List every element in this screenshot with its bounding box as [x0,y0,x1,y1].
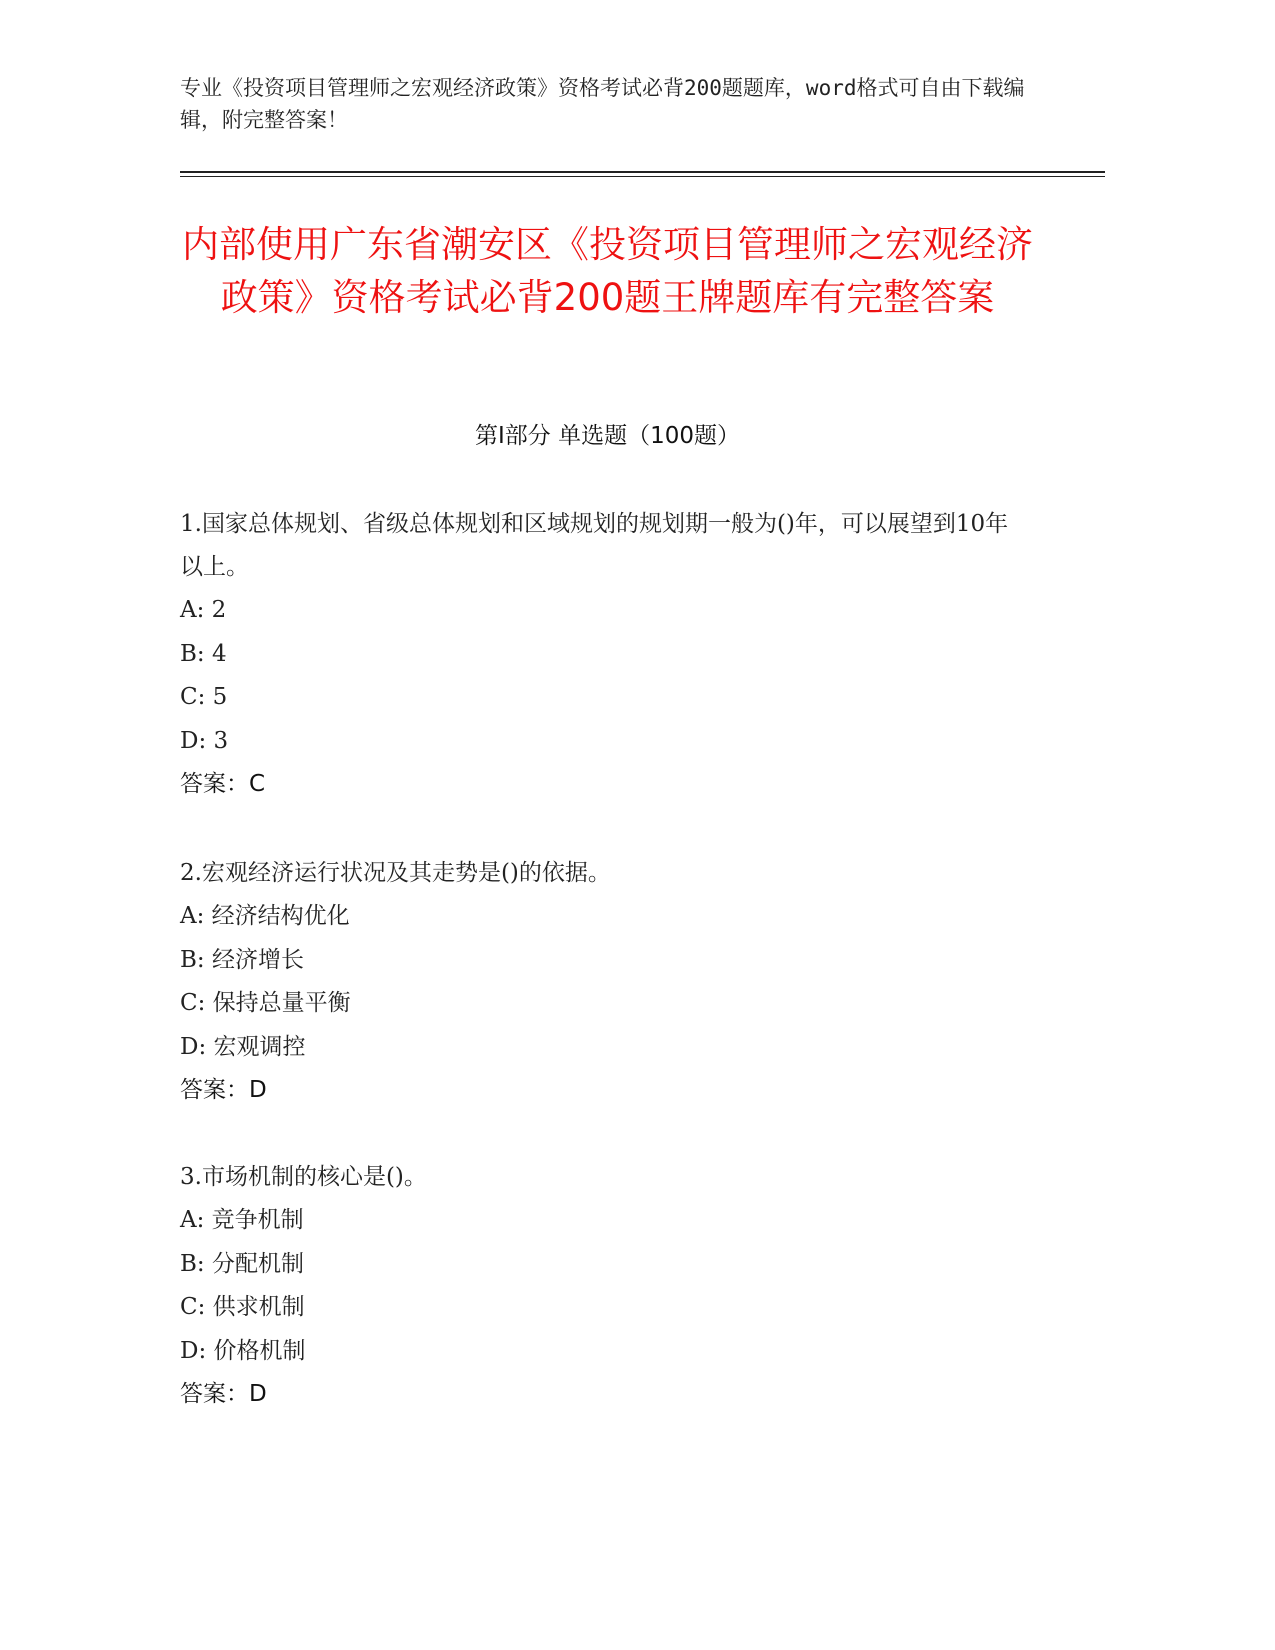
option-b: B: 经济增长 [180,946,304,973]
answer: 答案：D [180,1381,267,1407]
option-c: C: 保持总量平衡 [180,990,351,1016]
header-divider-thick [180,171,1105,173]
question-stem: 3.市场机制的核心是()。 [180,1164,427,1190]
option-c: C: 5 [180,684,228,710]
header-note: 专业《投资项目管理师之宏观经济政策》资格考试必背200题题库，word格式可自由下载编辑，附完整答案！ [180,76,1025,132]
question-1 [180,503,1030,807]
option-a: A: 竞争机制 [180,1207,304,1233]
option-a: A: 2 [180,597,227,623]
option-c: C: 供求机制 [180,1294,305,1320]
answer: 答案：D [180,1077,267,1103]
question-stem: 2.宏观经济运行状况及其走势是()的依据。 [180,860,611,886]
option-b: B: 分配机制 [180,1250,304,1277]
option-d: D: 价格机制 [180,1337,306,1364]
document-title: 内部使用广东省潮安区《投资项目管理师之宏观经济政策》资格考试必背200题王牌题库有完整答案 [182,223,1033,319]
header-divider-thin [180,176,1105,177]
answer: 答案：C [180,771,266,797]
question-3 [180,1156,1030,1417]
option-a: A: 经济结构优化 [180,903,350,929]
option-d: D: 3 [180,727,229,754]
option-d: D: 宏观调控 [180,1033,306,1060]
question-2 [180,852,1030,1113]
section-title: 第I部分 单选题（100题） [475,423,740,449]
question-stem: 1.国家总体规划、省级总体规划和区域规划的规划期一般为()年，可以展望到10年以上。 [180,511,1009,580]
option-b: B: 4 [180,640,227,667]
